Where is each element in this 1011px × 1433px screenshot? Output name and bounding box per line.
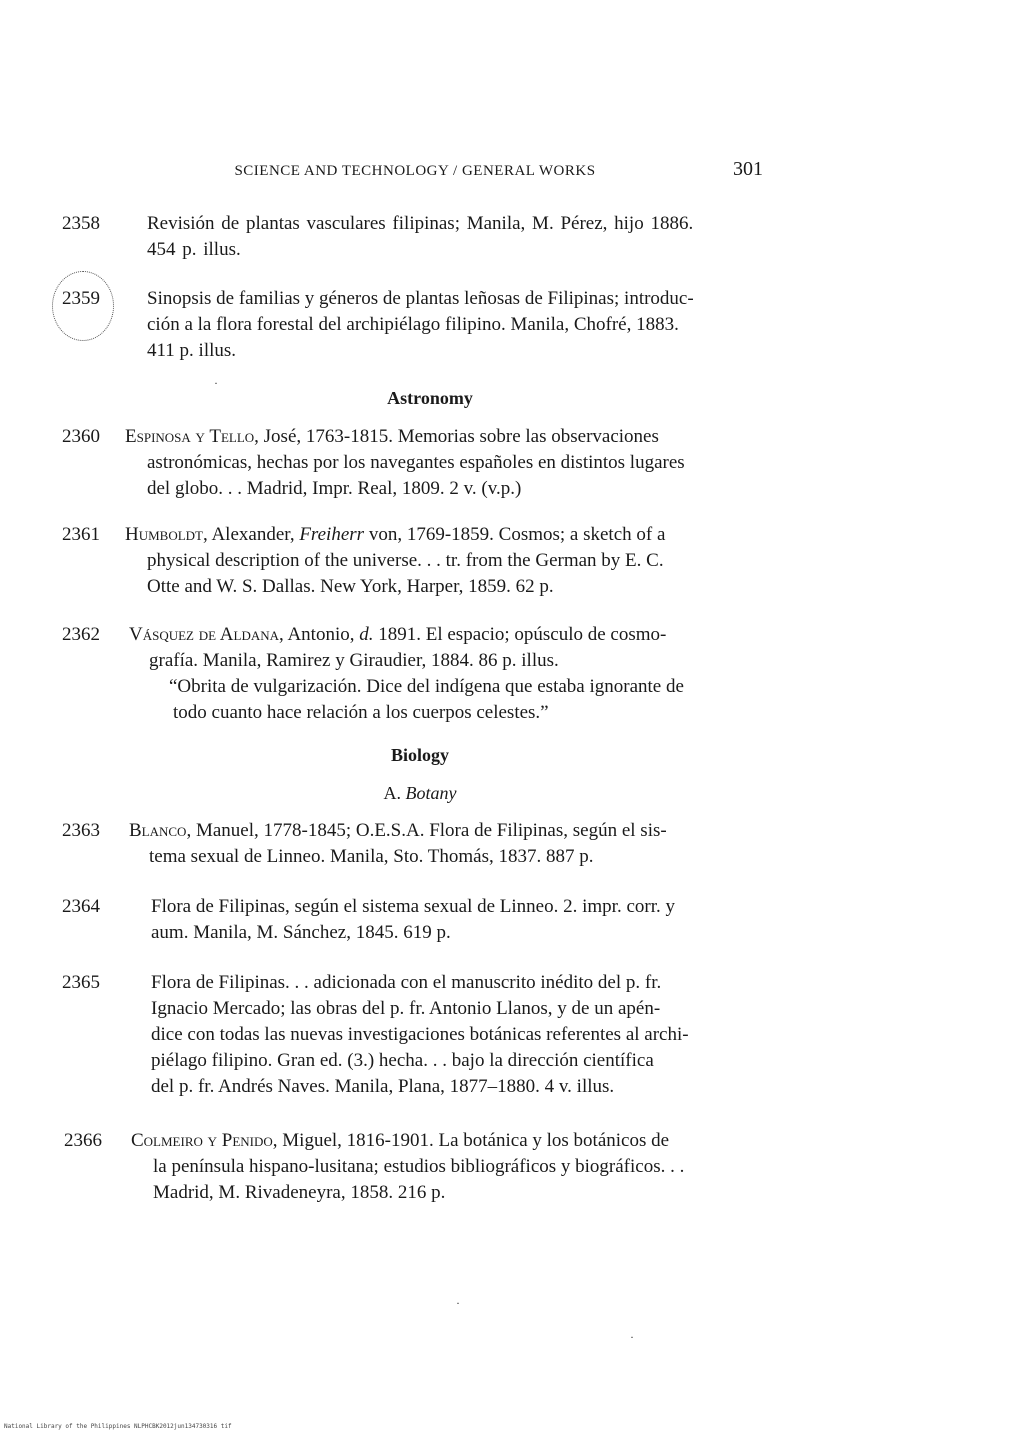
entry-line-part: von, 1769-1859. Cosmos; a sketch of a	[364, 524, 666, 545]
entry-line: Revisión de plantas vasculares filipinas; Manila, M. Pérez, hijo 1886.	[147, 213, 694, 234]
entry-line: del globo. . . Madrid, Impr. Real, 1809. 2 v. (v.p.)	[147, 478, 522, 499]
entry-line: astronómicas, hechas por los navegantes españoles en distintos lugares	[147, 452, 685, 473]
entry-line: ción a la flora forestal del archipiélago filipino. Manila, Chofré, 1883.	[147, 314, 679, 335]
subsection-title: Botany	[405, 783, 457, 803]
entry-line: piélago filipino. Gran ed. (3.) hecha. . . bajo la dirección científica	[151, 1050, 654, 1071]
entry-line	[125, 522, 665, 548]
running-title: SCIENCE AND TECHNOLOGY / GENERAL WORKS	[234, 163, 596, 179]
entry-author: Espinosa y Tello	[125, 426, 255, 447]
entry-number: 2359	[62, 288, 100, 309]
title-freiherr: Freiherr	[299, 524, 365, 545]
entry-line: tema sexual de Linneo. Manila, Sto. Thomás, 1837. 887 p.	[149, 846, 594, 867]
entry-line	[125, 424, 685, 450]
scan-footer: National Library of the Philippines NLPHCBK2012jun134730316 tif	[4, 1423, 232, 1430]
entry-line: Sinopsis de familias y géneros de plantas leñosas de Filipinas; introduc-	[147, 288, 694, 309]
entry-number: 2364	[62, 896, 100, 917]
entry-line: Ignacio Mercado; las obras del p. fr. Antonio Llanos, y de un apén-	[151, 998, 661, 1019]
entry-line: del p. fr. Andrés Naves. Manila, Plana, 1877–1880. 4 v. illus.	[151, 1076, 615, 1097]
entry-note: “Obrita de vulgarización. Dice del indígena que estaba ignorante de	[169, 676, 684, 697]
entry-line: Flora de Filipinas, según el sistema sexual de Linneo. 2. impr. corr. y	[151, 896, 675, 917]
entry-line: Madrid, M. Rivadeneyra, 1858. 216 p.	[153, 1182, 446, 1203]
entry-number: 2363	[62, 820, 100, 841]
entry-line-rest: , Manuel, 1778-1845; O.E.S.A. Flora de Filipinas, según el sis-	[186, 820, 667, 841]
section-heading-biology: Biology	[390, 745, 449, 765]
stray-mark: ·	[456, 1296, 460, 1310]
entry-number: 2358	[62, 213, 100, 234]
entry-line: Flora de Filipinas. . . adicionada con el manuscrito inédito del p. fr.	[151, 972, 662, 993]
entry-number: 2361	[62, 524, 100, 545]
entry-line: dice con todas las nuevas investigaciones botánicas referentes al archi-	[151, 1024, 689, 1045]
entry-line-part: , Antonio,	[279, 624, 360, 645]
subsection-heading-botany	[360, 783, 480, 804]
page-number: 301	[733, 158, 763, 180]
entry-number: 2366	[64, 1130, 102, 1151]
entry-author: Humboldt	[125, 524, 203, 545]
subsection-letter: A.	[383, 783, 406, 803]
entry-line: Otte and W. S. Dallas. New York, Harper, 1859. 62 p.	[147, 576, 554, 597]
entry-line-part: , Alexander,	[203, 524, 300, 545]
entry-note: todo cuanto hace relación a los cuerpos celestes.”	[173, 702, 549, 723]
entry-line	[131, 1128, 684, 1154]
entry-number: 2360	[62, 426, 100, 447]
entry-line: grafía. Manila, Ramirez y Giraudier, 1884. 86 p. illus.	[149, 650, 559, 671]
stray-mark: ·	[214, 376, 218, 390]
entry-author: Vásquez de Aldana	[129, 624, 279, 645]
entry-line	[129, 622, 684, 648]
entry-author: Blanco	[129, 820, 187, 841]
entry-line: 454 p. illus.	[147, 239, 241, 260]
entry-number: 2362	[62, 624, 100, 645]
entry-line-rest: , José, 1763-1815. Memorias sobre las observaciones	[254, 426, 659, 447]
entry-line: 411 p. illus.	[147, 340, 237, 361]
entry-line: la península hispano-lusitana; estudios bibliográficos y biográficos. . .	[153, 1156, 685, 1177]
stray-mark: ·	[630, 1330, 634, 1344]
entry-line: aum. Manila, M. Sánchez, 1845. 619 p.	[151, 922, 451, 943]
entry-line: physical description of the universe. . . tr. from the German by E. C.	[147, 550, 664, 571]
entry-line	[129, 818, 667, 844]
died-abbrev: d.	[359, 624, 374, 645]
entry-line-rest: , Miguel, 1816-1901. La botánica y los botánicos de	[272, 1130, 670, 1151]
entry-line-part: 1891. El espacio; opúsculo de cosmo-	[373, 624, 667, 645]
entry-number: 2365	[62, 972, 100, 993]
entry-author: Colmeiro y Penido	[131, 1130, 273, 1151]
section-heading-astronomy: Astronomy	[387, 388, 473, 408]
